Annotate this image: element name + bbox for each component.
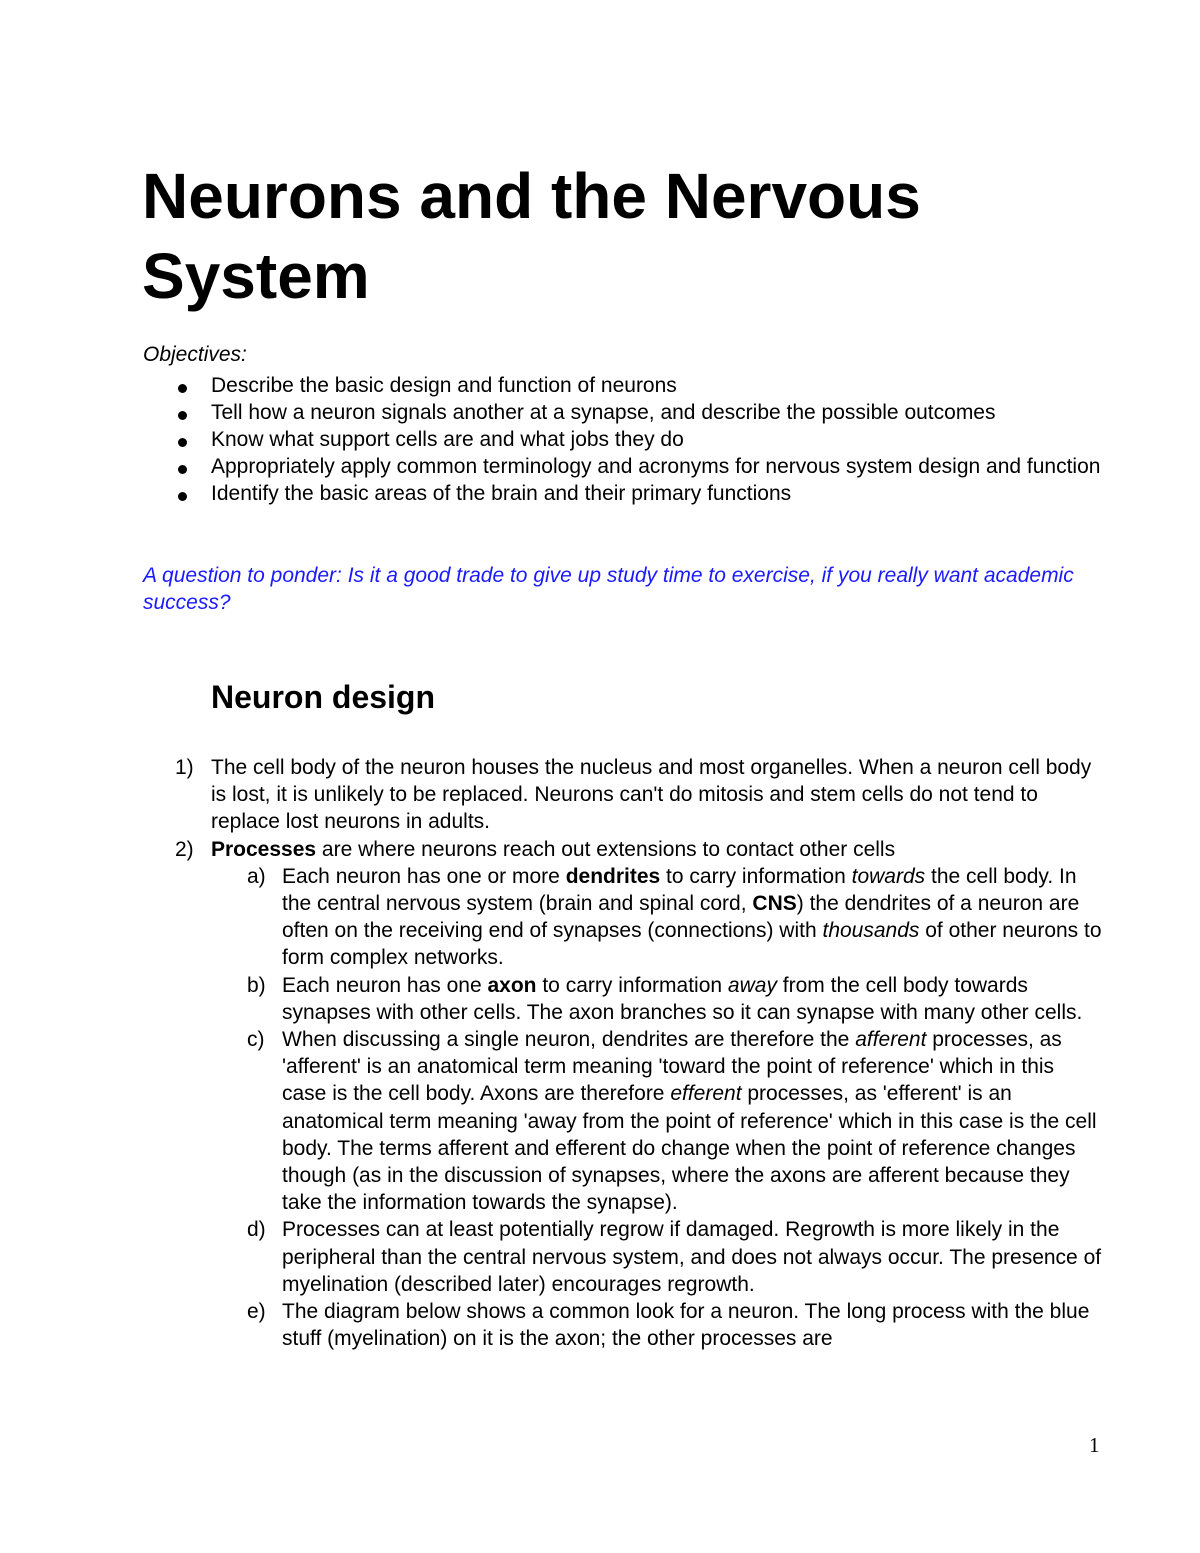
objective-item: Describe the basic design and function of neurons [143,372,1123,399]
sub-text: of other neurons to form complex networks. [282,919,1102,970]
section-heading: Neuron design [211,679,436,715]
objectives-label: Objectives: [143,343,247,366]
sub-text: When discussing a single neuron, dendrites are therefore the [282,1028,856,1052]
sublist-item [211,1216,1103,1298]
term-dendrites: dendrites [565,864,661,888]
sub-text: Processes can at least potentially regrow if damaged. Regrowth is more likely in the peripheral than the central nervous system, and does not always occur. The presence of myelination (described later) encourages regrowth. [282,1218,1102,1296]
sub-text: Each neuron has one or more [282,864,566,888]
sub-text: processes, as 'afferent' is an anatomical term meaning 'toward the point of reference' which in this case is the cell body. Axons are therefore [282,1028,1062,1106]
processes-sublist [211,863,1103,1353]
page-number: 1 [1089,1433,1100,1457]
document-title: Neurons and the Nervous System [142,160,921,312]
sublist-item [211,972,1103,1026]
ponder-question: A question to ponder: Is it a good trade to give up study time to exercise, if you really want academic success? [143,564,1074,614]
emphasis-towards: towards [851,864,926,888]
sub-text: to carry information [660,864,852,888]
objectives-list [143,372,1123,507]
sublist-item [211,1026,1103,1216]
objective-item: Identify the basic areas of the brain and their primary functions [143,480,1123,507]
sublist-marker: a) [247,864,266,888]
emphasis-thousands: thousands [822,919,920,943]
sublist-item [211,863,1103,972]
item-text: are where neurons reach out extensions to contact other cells [316,837,896,861]
sub-text: Each neuron has one [282,973,488,997]
term-axon: axon [487,973,537,997]
list-marker: 2) [175,837,194,861]
list-item [143,754,1103,836]
list-item [143,836,1103,1353]
sub-text: ) the dendrites of a neuron are often on the receiving end of synapses (connections) with [282,892,1080,943]
emphasis-efferent: efferent [670,1082,742,1106]
list-marker: 1) [175,756,194,779]
term-processes: Processes [211,837,317,861]
sublist-marker: e) [247,1300,266,1324]
sub-text: from the cell body towards synapses with other cells. The axon branches so it can synapse with many other cells. [282,973,1083,1024]
emphasis-away: away [727,973,777,997]
sublist-item [211,1298,1103,1352]
sub-text: to carry information [536,973,728,997]
sub-text: processes, as 'efferent' is an anatomical term meaning 'away from the point of reference' which in this case is the cell body. The terms afferent and efferent do change when the point of reference changes though (as in the discussion of synapses, where the axons are afferent because they take the information towards the synapse). [282,1082,1097,1215]
item-text: The cell body of the neuron houses the nucleus and most organelles. When a neuron cell body is lost, it is unlikely to be replaced. Neurons can't do mitosis and stem cells do not tend to replace lost neurons in adults. [211,756,1092,834]
sublist-marker: b) [247,973,266,997]
sublist-marker: c) [247,1028,265,1052]
objective-item: Know what support cells are and what jobs they do [143,426,1123,453]
term-cns: CNS [752,892,797,916]
sub-text: the cell body. In the central nervous system (brain and spinal cord, [282,864,1077,916]
objective-item: Tell how a neuron signals another at a synapse, and describe the possible outcomes [143,399,1123,426]
neuron-design-list [143,754,1103,1352]
objective-item: Appropriately apply common terminology and acronyms for nervous system design and function [143,453,1123,480]
emphasis-afferent: afferent [855,1028,927,1052]
sublist-marker: d) [247,1218,266,1242]
sub-text: The diagram below shows a common look for a neuron. The long process with the blue stuff (myelination) on it is the axon; the other processes are [282,1300,1090,1351]
